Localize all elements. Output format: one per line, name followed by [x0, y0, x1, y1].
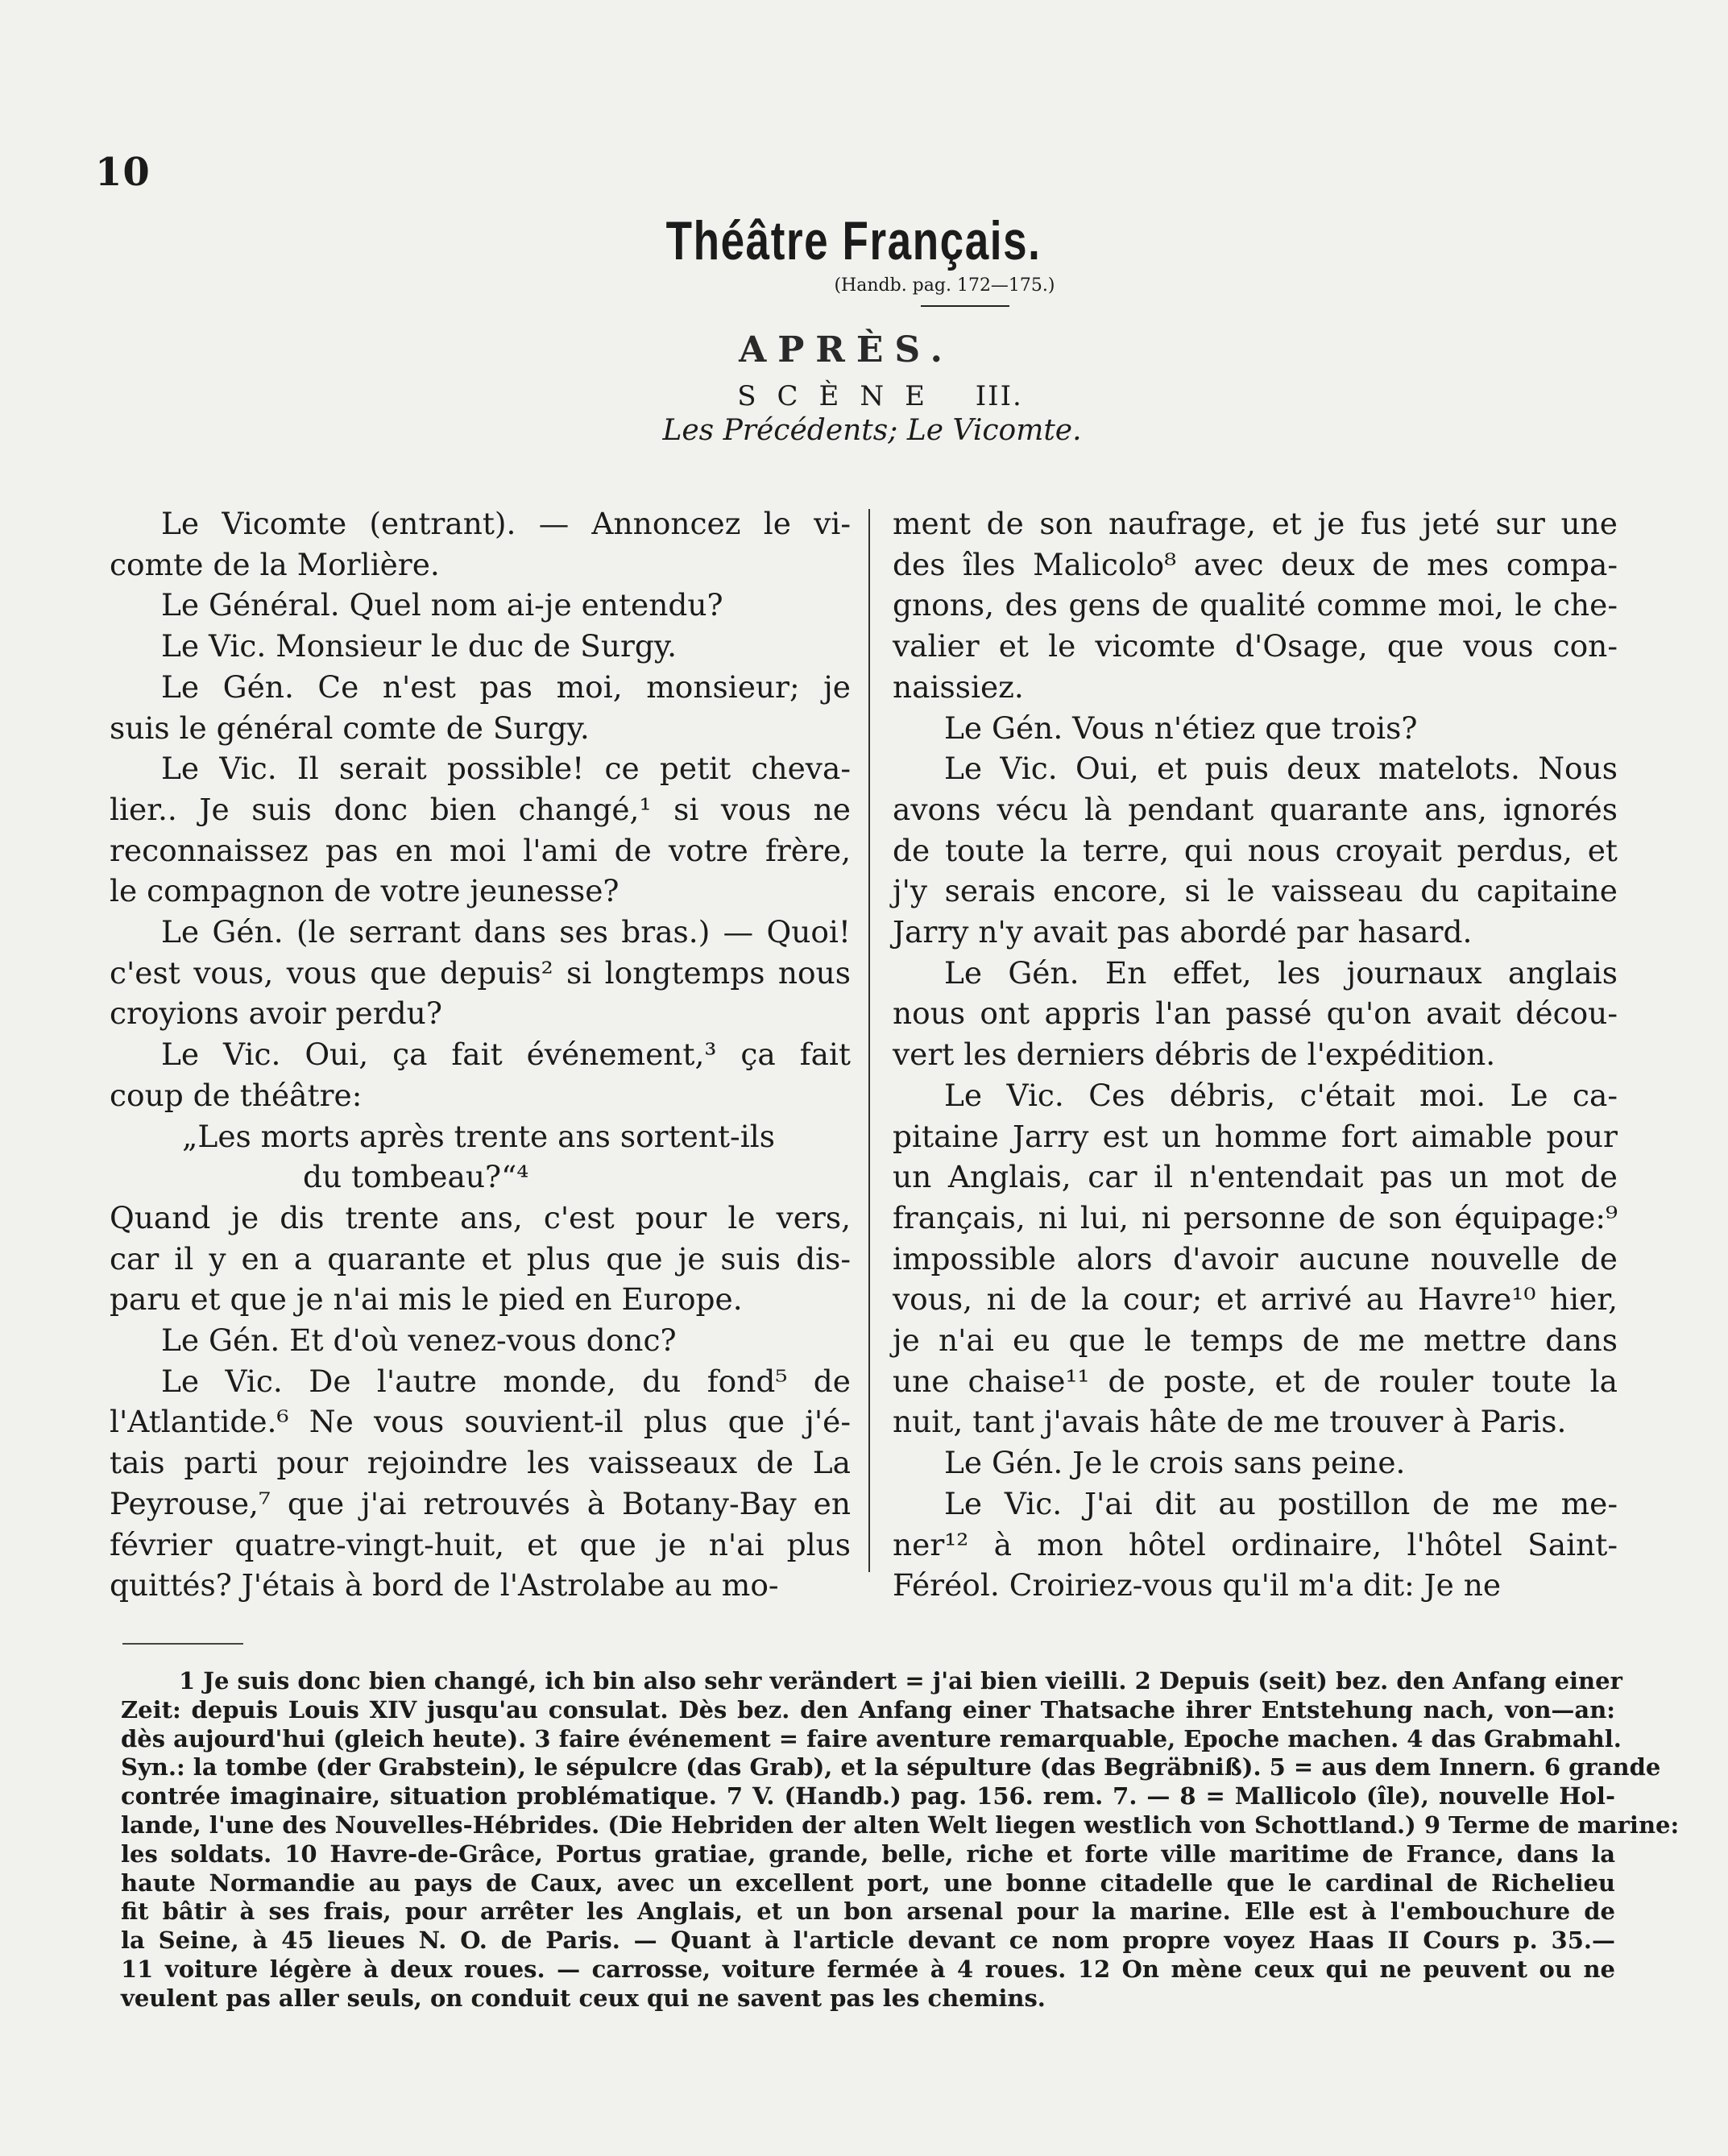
text-line: impossible alors d'avoir aucune nouvelle de [893, 1240, 1618, 1277]
text-line: Le Gén. Je le crois sans peine. [944, 1445, 1406, 1481]
page-number: 10 [95, 150, 151, 195]
text-line: Peyrouse,⁷ que j'ai retrouvés à Botany-Bay en [110, 1485, 851, 1521]
text-line: le compagnon de votre jeunesse? [110, 873, 620, 909]
text-line: Le Général. Quel nom ai-je entendu? [161, 587, 723, 623]
text-line: Le Gén. Et d'où venez-vous donc? [161, 1322, 677, 1359]
dialogue-paragraph [110, 585, 851, 626]
dialogue-paragraph [893, 1075, 1618, 1442]
text-line: quittés? J'étais à bord de l'Astrolabe au mo- [110, 1567, 779, 1604]
text-line: naissiez. [893, 668, 1024, 705]
dialogue-paragraph [110, 626, 851, 667]
text-line: Féréol. Croiriez-vous qu'il m'a dit: Je ne [893, 1567, 1502, 1604]
footnote-line: Syn.: la tombe (der Grabstein), le sépulcre (das Grab), et la sépulture (das Begräbniß). 5 = aus dem Innern. 6 grande [121, 1753, 1661, 1781]
text-line: avons vécu là pendant quarante ans, ignorés [893, 791, 1618, 827]
scene-word: SCÈNE [737, 380, 946, 412]
left-text-column [110, 503, 851, 1606]
dialogue-paragraph [893, 1484, 1618, 1606]
text-line: Le Vic. Oui, et puis deux matelots. Nous [944, 751, 1618, 787]
footnote-line: lande, l'une des Nouvelles-Hébrides. (Die Hebriden der alten Welt liegen westlich von Schottland.) 9 Terme de marine: [121, 1810, 1680, 1839]
dialogue-paragraph [110, 503, 851, 585]
text-line: tais parti pour rejoindre les vaisseaux de La [110, 1445, 851, 1481]
text-line: car il y en a quarante et plus que je suis dis- [110, 1240, 851, 1277]
text-line: Quand je dis trente ans, c'est pour le vers, [110, 1199, 851, 1235]
dialogue-paragraph [110, 1320, 851, 1361]
footnote-line: dès aujourd'hui (gleich heute). 3 faire événement = faire aventure remarquable, Epoche machen. 4 das Grabmahl. [121, 1724, 1622, 1753]
footnote-line: la Seine, à 45 lieues N. O. de Paris. — Quant à l'article devant ce nom propre voyez Haas II Cours p. 35.— [121, 1926, 1615, 1955]
text-line: Le Gén. Ce n'est pas moi, monsieur; je [161, 668, 851, 705]
title-rule [921, 305, 1009, 307]
column-divider [868, 509, 870, 1572]
dialogue-paragraph [110, 912, 851, 1034]
footnote-line: contrée imaginaire, situation problématique. 7 V. (Handb.) pag. 156. rem. 7. — 8 = Mallicolo (île), nouvelle Hol- [121, 1782, 1615, 1810]
dialogue-paragraph [893, 1442, 1618, 1484]
text-line: de toute la terre, qui nous croyait perdus, et [893, 832, 1618, 868]
dialogue-paragraph [893, 503, 1618, 708]
footnote-line: fit bâtir à ses frais, pour arrêter les Anglais, et un bon arsenal pour la marine. Elle est à l'embouchure de [121, 1897, 1615, 1926]
text-line: un Anglais, car il n'entendait pas un mot de [893, 1159, 1618, 1195]
dialogue-paragraph [110, 1361, 851, 1606]
text-line: vous, ni de la cour; et arrivé au Havre¹⁰ hier, [893, 1281, 1618, 1318]
right-text-column [893, 503, 1618, 1606]
dialogue-paragraph [893, 953, 1618, 1075]
text-line: ner¹² à mon hôtel ordinaire, l'hôtel Saint- [893, 1526, 1618, 1562]
scene-heading [32, 380, 1728, 412]
text-line: Le Vic. Oui, ça fait événement,³ ça fait [161, 1037, 851, 1073]
page-header [0, 209, 1728, 447]
text-line: vert les derniers débris de l'expédition. [893, 1037, 1496, 1073]
text-line: Le Vicomte (entrant). — Annoncez le vi- [161, 506, 851, 541]
text-line: j'y serais encore, si le vaisseau du capitaine [893, 873, 1618, 909]
text-line: gnons, des gens de qualité comme moi, le che- [893, 587, 1618, 623]
text-line: croyions avoir perdu? [110, 995, 442, 1032]
text-line: ment de son naufrage, et je fus jeté sur une [893, 506, 1618, 541]
dialogue-paragraph [110, 748, 851, 912]
text-line: français, ni lui, ni personne de son équipage:⁹ [893, 1199, 1618, 1235]
scene-number: III. [975, 380, 1023, 412]
text-line: Le Vic. Il serait possible! ce petit cheva- [161, 751, 851, 787]
text-line: Jarry n'y avait pas abordé par hasard. [893, 914, 1473, 950]
footnote-line: Zeit: depuis Louis XIV jusqu'au consulat. Dès bez. den Anfang einer Thatsache ihrer Entstehung nach, von—an: [121, 1695, 1615, 1724]
text-line: Le Gén. (le serrant dans ses bras.) — Quoi! [161, 914, 851, 950]
page-title: Théâtre Français. [665, 210, 1042, 271]
footnote-rule [122, 1643, 243, 1645]
text-line: du tombeau?“⁴ [303, 1159, 529, 1195]
text-line: „Les morts après trente ans sortent-ils [182, 1118, 775, 1154]
text-line: nous ont appris l'an passé qu'on avait décou- [893, 995, 1618, 1032]
text-line: Le Vic. Monsieur le duc de Surgy. [161, 628, 678, 664]
dialogue-paragraph [893, 708, 1618, 749]
handbook-reference: (Handb. pag. 172—175.) [834, 275, 1055, 296]
dialogue-paragraph [110, 1034, 851, 1115]
text-line: l'Atlantide.⁶ Ne vous souvient-il plus que j'é- [110, 1404, 851, 1440]
text-line: Le Vic. J'ai dit au postillon de me me- [944, 1485, 1618, 1521]
footnote-line: 1 Je suis donc bien changé, ich bin also sehr verändert = j'ai bien vieilli. 2 Depuis (seit) bez. den Anfang einer [179, 1667, 1622, 1695]
footnote-line: les soldats. 10 Havre-de-Grâce, Portus gratiae, grande, belle, riche et forte ville maritime de France, dans la [121, 1839, 1615, 1868]
text-line: lier.. Je suis donc bien changé,¹ si vous ne [110, 791, 851, 827]
text-line: paru et que je n'ai mis le pied en Europe. [110, 1281, 743, 1318]
dialogue-paragraph [110, 667, 851, 748]
text-line: nuit, tant j'avais hâte de me trouver à Paris. [893, 1404, 1567, 1440]
scene-characters: Les Précédents; Le Vicomte. [662, 414, 1082, 447]
dialogue-paragraph [893, 748, 1618, 953]
text-line: coup de théâtre: [110, 1077, 363, 1113]
text-line: valier et le vicomte d'Osage, que vous con- [893, 628, 1618, 664]
text-line: Le Vic. De l'autre monde, du fond⁵ de [161, 1363, 851, 1399]
footnotes [121, 1667, 1680, 2013]
text-line: Le Gén. Vous n'étiez que trois? [944, 710, 1418, 746]
text-line: comte de la Morlière. [110, 546, 440, 582]
footnote-line: 11 voiture légère à deux roues. — carrosse, voiture fermée à 4 roues. 12 On mène ceux qui ne peuvent ou ne [121, 1955, 1615, 1983]
text-line: pitaine Jarry est un homme fort aimable pour [893, 1118, 1618, 1154]
text-line: une chaise¹¹ de poste, et de rouler toute la [893, 1363, 1618, 1399]
footnote-line: haute Normandie au pays de Caux, avec un excellent port, une bonne citadelle que le cardinal de Richelieu [121, 1868, 1615, 1897]
text-line: suis le général comte de Surgy. [110, 710, 590, 746]
text-line: des îles Malicolo⁸ avec deux de mes compa- [893, 546, 1618, 582]
text-line: Le Vic. Ces débris, c'était moi. Le ca- [944, 1077, 1618, 1113]
footnote-line: veulent pas aller seuls, on conduit ceux qui ne savent pas les chemins. [121, 1984, 1046, 2012]
dialogue-paragraph [110, 1198, 851, 1320]
play-title: APRÈS. [739, 329, 954, 370]
dialogue-paragraph [110, 1116, 851, 1198]
text-line: c'est vous, vous que depuis² si longtemps nous [110, 954, 851, 991]
text-line: reconnaissez pas en moi l'ami de votre frère, [110, 832, 851, 868]
text-line: je n'ai eu que le temps de me mettre dans [893, 1322, 1618, 1359]
text-line: février quatre-vingt-huit, et que je n'ai plus [110, 1526, 851, 1562]
text-line: Le Gén. En effet, les journaux anglais [944, 954, 1618, 991]
